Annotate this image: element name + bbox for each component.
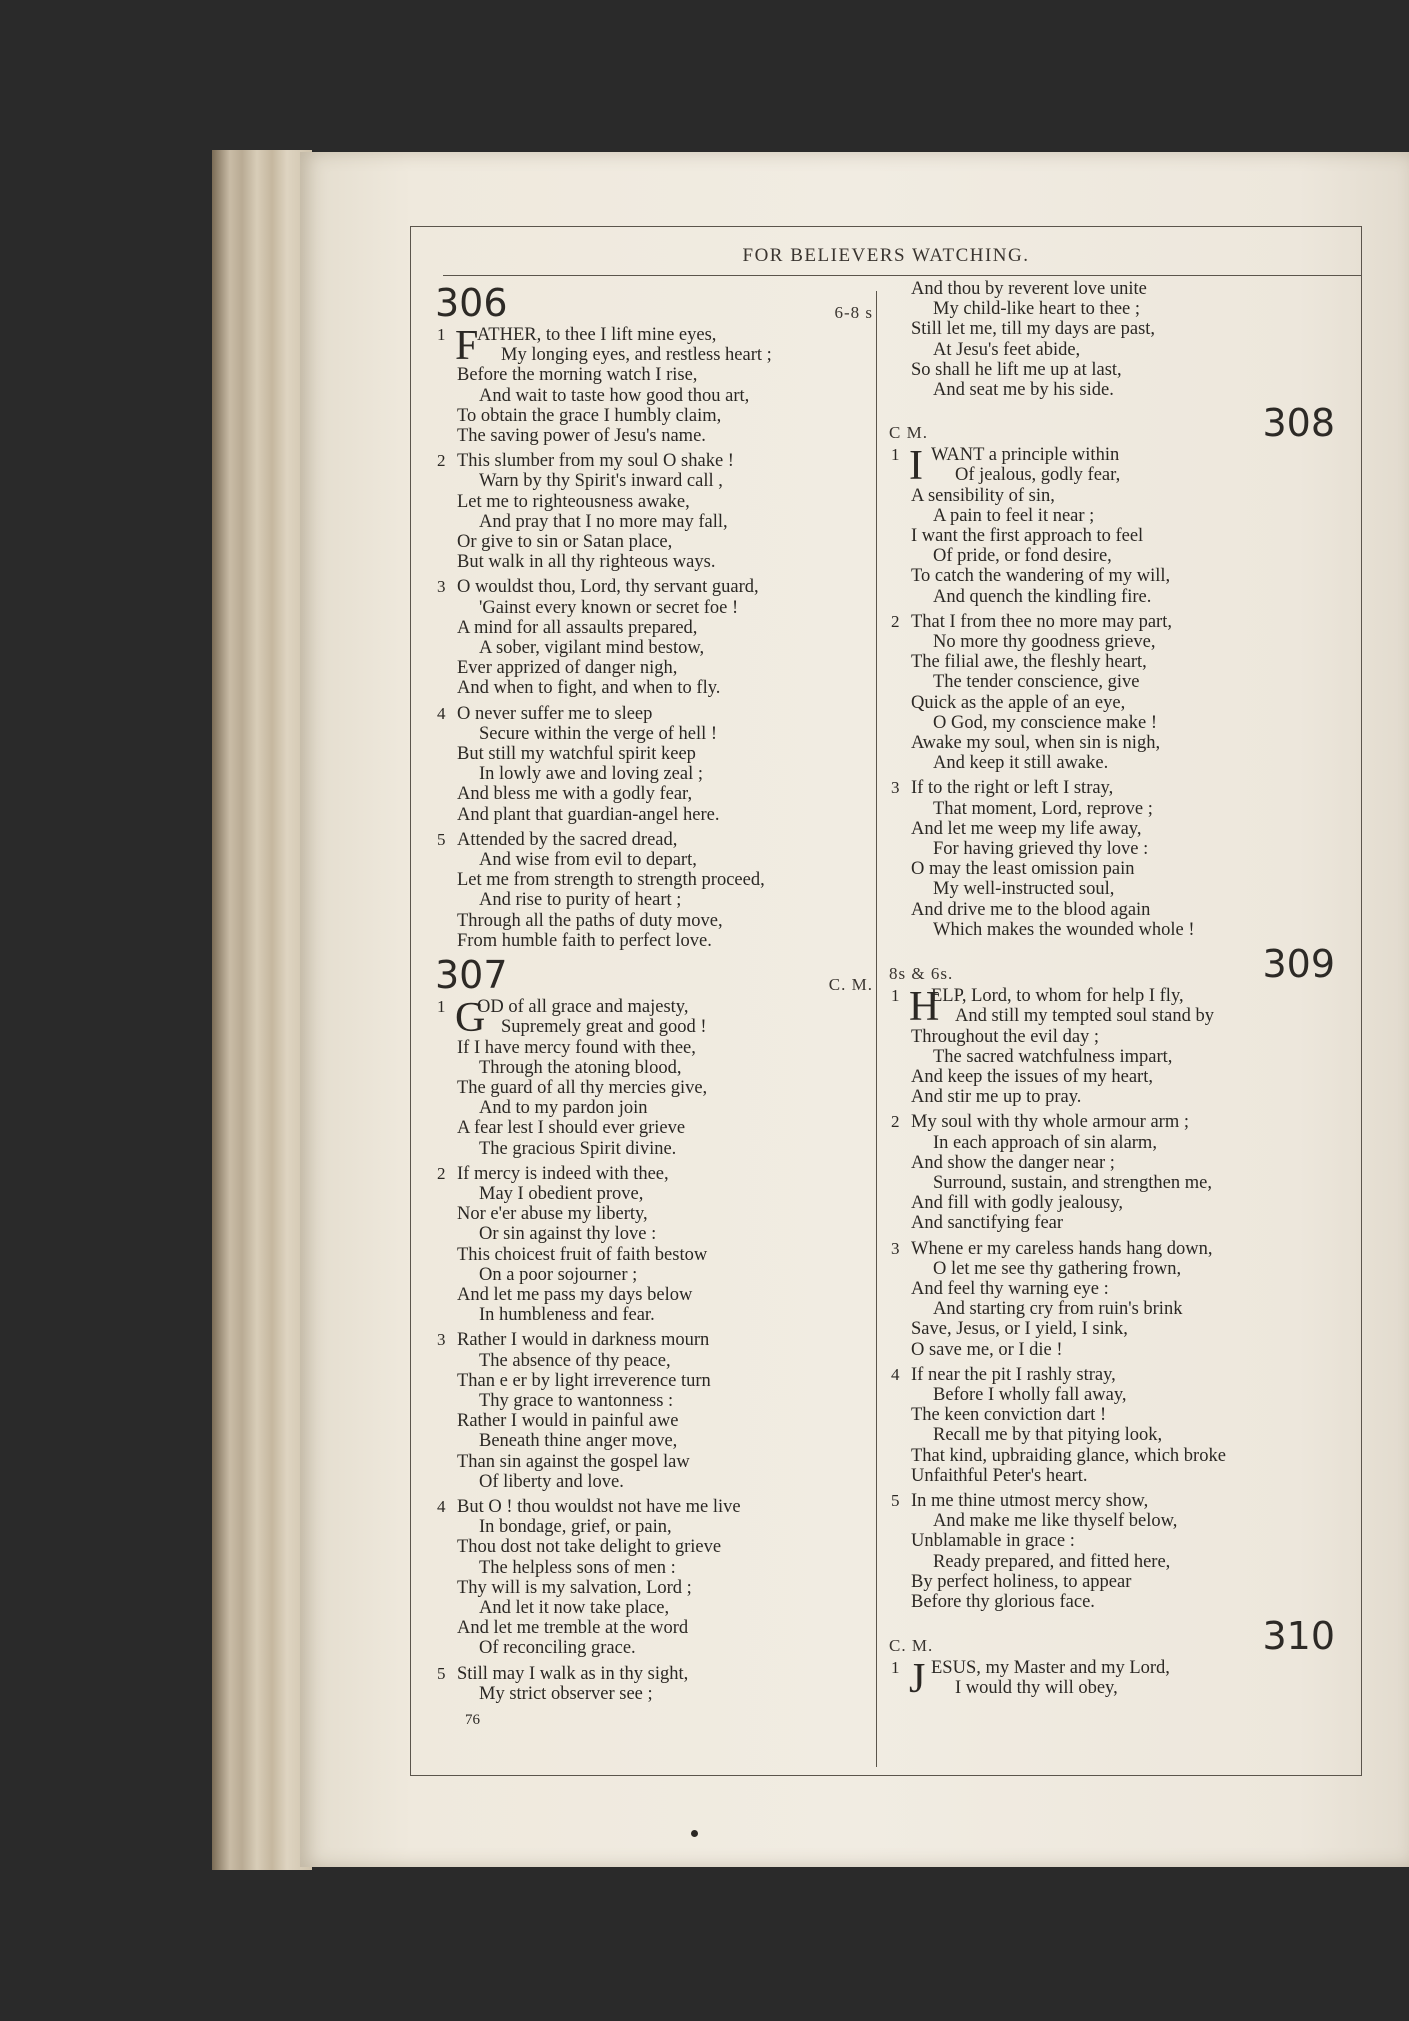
verse-line: Thy grace to wantonness : [479, 1390, 674, 1411]
stanza-number: 1 [891, 445, 900, 465]
verse-line: And rise to purity of heart ; [479, 890, 682, 911]
page-frame [410, 226, 1362, 1776]
hymn [433, 281, 873, 951]
stanza-number: 3 [891, 778, 900, 798]
verse-line: My soul with thy whole armour arm ; [911, 1112, 1189, 1133]
right-column [887, 279, 1347, 1705]
stanza [887, 1112, 1347, 1233]
verse-line: O may the least omission pain [911, 859, 1135, 880]
verse-line: In bondage, grief, or pain, [479, 1517, 672, 1538]
stanza [887, 1656, 1347, 1703]
verse-line: The sacred watchfulness impart, [933, 1046, 1173, 1067]
stanza-number: 5 [437, 829, 446, 849]
verse-line: Unfaithful Peter's heart. [911, 1465, 1088, 1486]
verse-line: And keep the issues of my heart, [911, 1066, 1153, 1087]
verse-line: Or sin against thy love : [479, 1224, 657, 1245]
verse-line: For having grieved thy love : [933, 839, 1149, 860]
stanza [887, 778, 1347, 940]
verse-line: And quench the kindling fire. [933, 586, 1152, 607]
verse-line: Through all the paths of duty move, [457, 910, 723, 931]
verse-line: Beneath thine anger move, [479, 1431, 678, 1452]
hymn-meter: C. M. [828, 975, 873, 995]
verse-line: So shall he lift me up at last, [911, 359, 1122, 380]
verse-line: Ready prepared, and fitted here, [933, 1551, 1171, 1572]
stanza-number: 2 [437, 451, 446, 471]
stanza [433, 1164, 873, 1326]
verse-line: And stir me up to pray. [911, 1087, 1082, 1108]
stanza-number: 3 [437, 577, 446, 597]
verse-line: The keen conviction dart ! [911, 1405, 1107, 1426]
stanza-number: 1 [437, 997, 446, 1017]
hymn-meter: C. M. [889, 1636, 934, 1656]
hymn-number: 309 [1262, 942, 1335, 987]
verse-line: No more thy goodness grieve, [933, 632, 1156, 653]
verse-line: This choicest fruit of faith bestow [457, 1244, 708, 1265]
verse-line: If near the pit I rashly stray, [911, 1364, 1116, 1385]
verse-line: O save me, or I die ! [911, 1339, 1063, 1360]
verse-line: And fill with godly jealousy, [911, 1193, 1124, 1214]
verse-line-text: WANT a principle within [931, 445, 1120, 466]
verse-line: That moment, Lord, reprove ; [933, 798, 1153, 819]
verse-line: The gracious Spirit divine. [479, 1138, 677, 1159]
verse-line: My strict observer see ; [479, 1683, 653, 1704]
verse-line: Through the atoning blood, [479, 1057, 682, 1078]
verse-line: O let me see thy gathering frown, [933, 1258, 1182, 1279]
verse-line: My well-instructed soul, [933, 879, 1115, 900]
book-page-edges [212, 150, 312, 1870]
stanza-number: 1 [437, 325, 446, 344]
stanza [887, 445, 1347, 607]
verse-line: The guard of all thy mercies give, [457, 1077, 708, 1098]
verse-line: From humble faith to perfect love. [457, 930, 712, 951]
verse-line: Than sin against the gospel law [457, 1451, 690, 1472]
verse-line: Before the morning watch I rise, [457, 365, 698, 386]
verse-line: My longing eyes, and restless heart ; [501, 345, 772, 366]
drop-capital: H [909, 984, 940, 1031]
verse-line: If to the right or left I stray, [911, 778, 1114, 799]
drop-capital: G [455, 995, 486, 1042]
verse-line: In lowly awe and loving zeal ; [479, 764, 703, 785]
verse-line: Recall me by that pitying look, [933, 1425, 1163, 1446]
verse-line: Let me from strength to strength proceed, [457, 870, 765, 891]
verse-line: Save, Jesus, or I yield, I sink, [911, 1319, 1128, 1340]
hymn [433, 953, 873, 1704]
stanza [433, 577, 873, 698]
hymn [887, 942, 1347, 1612]
verse-line: The helpless sons of men : [479, 1557, 676, 1578]
verse-line: And pray that I no more may fall, [479, 511, 728, 532]
verse-line: Which makes the wounded whole ! [933, 919, 1195, 940]
carried-over-stanza [887, 279, 1347, 400]
stanza [433, 1497, 873, 1659]
verse-line: To catch the wandering of my will, [911, 566, 1171, 587]
verse-line: Secure within the verge of hell ! [479, 723, 718, 744]
verse-line: Or give to sin or Satan place, [457, 532, 673, 553]
verse-line: Still let me, till my days are past, [911, 319, 1156, 340]
verse-line: That kind, upbraiding glance, which broke [911, 1445, 1226, 1466]
verse-line: The filial awe, the fleshly heart, [911, 652, 1147, 673]
stanza [433, 451, 873, 572]
verse-line: And sanctifying fear [911, 1213, 1064, 1234]
left-column [433, 281, 873, 1730]
stanza [433, 997, 873, 1159]
verse-line: And let me pass my days below [457, 1284, 693, 1305]
verse-line: And to my pardon join [479, 1098, 648, 1119]
running-header: FOR BELIEVERS WATCHING. [742, 245, 1030, 266]
verse-line: In each approach of sin alarm, [933, 1132, 1157, 1153]
verse-line: To obtain the grace I humbly claim, [457, 405, 722, 426]
verse-line: A mind for all assaults prepared, [457, 617, 698, 638]
verse-line: O God, my conscience make ! [933, 712, 1157, 733]
verse-line-text: ELP, Lord, to whom for help I fly, [931, 986, 1184, 1007]
verse-line: Still may I walk as in thy sight, [457, 1663, 689, 1684]
verse-line: This slumber from my soul O shake ! [457, 451, 734, 472]
hymn-number: 306 [435, 281, 508, 325]
hymn-heading [887, 1614, 1347, 1659]
verse-line: I would thy will obey, [955, 1678, 1118, 1699]
hymn-number: 310 [1262, 1614, 1335, 1659]
verse-line: And thou by reverent love unite [911, 279, 1147, 299]
stanza [433, 830, 873, 951]
hymn-meter: 8s & 6s. [889, 964, 954, 984]
stanza-number: 5 [891, 1490, 900, 1510]
verse-line: Unblamable in grace : [911, 1531, 1075, 1552]
verse-line: The saving power of Jesu's name. [457, 426, 706, 447]
verse-line: A fear lest I should ever grieve [457, 1118, 686, 1139]
stanza [433, 1664, 873, 1704]
hymn [887, 401, 1347, 940]
stanza-number: 4 [437, 1496, 446, 1516]
stanza-number: 3 [437, 1330, 446, 1350]
stanza [887, 1365, 1347, 1486]
verse-line: In me thine utmost mercy show, [911, 1490, 1149, 1511]
stanza [433, 325, 873, 446]
verse-line: Thou dost not take delight to grieve [457, 1537, 722, 1558]
verse-line: And let me weep my life away, [911, 818, 1142, 839]
verse-line: In humbleness and fear. [479, 1305, 655, 1326]
ink-dot [691, 1830, 698, 1837]
stanza-number: 3 [891, 1238, 900, 1258]
verse-line: My child-like heart to thee ; [933, 299, 1141, 320]
hymn [887, 1614, 1347, 1703]
verse-line: And still my tempted soul stand by [955, 1006, 1214, 1027]
verse-line: A sober, vigilant mind bestow, [479, 638, 705, 659]
verse-line: Of reconciling grace. [479, 1638, 636, 1659]
stanza-number: 4 [437, 703, 446, 723]
verse-line: That I from thee no more may part, [911, 611, 1172, 632]
verse-line: Before thy glorious face. [911, 1591, 1095, 1612]
verse-line: Of pride, or fond desire, [933, 546, 1112, 567]
verse-line: Ever apprized of danger nigh, [457, 658, 678, 679]
stanza-number: 2 [891, 1112, 900, 1132]
verse-line: And wait to taste how good thou art, [479, 385, 750, 406]
stanza-number: 4 [891, 1364, 900, 1384]
verse-line: And make me like thyself below, [933, 1511, 1178, 1532]
verse-line: And feel thy warning eye : [911, 1278, 1109, 1299]
verse-line: But still my watchful spirit keep [457, 744, 696, 765]
verse-line: A pain to feel it near ; [933, 505, 1095, 526]
verse-line: If I have mercy found with thee, [457, 1037, 696, 1058]
verse-line: Whene er my careless hands hang down, [911, 1238, 1213, 1259]
verse-line: Let me to righteousness awake, [457, 491, 690, 512]
verse-line: By perfect holiness, to appear [911, 1571, 1132, 1592]
hymn-heading [433, 953, 873, 998]
verse-line: And keep it still awake. [933, 753, 1109, 774]
verse-line: Awake my soul, when sin is nigh, [911, 733, 1161, 754]
verse-line: On a poor sojourner ; [479, 1264, 638, 1285]
stanza-number: 2 [891, 611, 900, 631]
verse-line: Of liberty and love. [479, 1471, 624, 1492]
verse-line: O wouldst thou, Lord, thy servant guard, [457, 577, 759, 598]
hymn-meter: 6-8 s [834, 303, 873, 322]
stanza-number: 5 [437, 1663, 446, 1683]
verse-line: Attended by the sacred dread, [457, 829, 678, 850]
verse-line: But O ! thou wouldst not have me live [457, 1496, 741, 1517]
verse-line: And seat me by his side. [933, 380, 1114, 401]
verse-line: And when to fight, and when to fly. [457, 678, 721, 699]
verse-line: Thy will is my salvation, Lord ; [457, 1577, 692, 1598]
verse-line-text: ESUS, my Master and my Lord, [931, 1658, 1170, 1679]
verse-line: And wise from evil to depart, [479, 850, 697, 871]
verse-line: The absence of thy peace, [479, 1350, 671, 1371]
verse-line: If mercy is indeed with thee, [457, 1163, 669, 1184]
hymn-heading [887, 401, 1347, 446]
stanza-number: 1 [891, 986, 900, 1006]
verse-line-text: ATHER, to thee I lift mine eyes, [477, 325, 717, 345]
verse-line: And show the danger near ; [911, 1152, 1115, 1173]
verse-line: I want the first approach to feel [911, 526, 1144, 547]
verse-line: O never suffer me to sleep [457, 703, 653, 724]
stanza [887, 986, 1347, 1107]
stanza [887, 1239, 1347, 1360]
verse-line: And plant that guardian-angel here. [457, 804, 720, 825]
verse-line-text: OD of all grace and majesty, [477, 997, 689, 1018]
verse-line: Of jealous, godly fear, [955, 465, 1121, 486]
verse-line: May I obedient prove, [479, 1183, 644, 1204]
verse-line: Warn by thy Spirit's inward call , [479, 471, 723, 492]
verse-line: But walk in all thy righteous ways. [457, 552, 716, 573]
page-number: 76 [465, 1712, 480, 1728]
drop-capital: I [909, 443, 923, 490]
verse-line: And drive me to the blood again [911, 899, 1151, 920]
verse-line: And starting cry from ruin's brink [933, 1299, 1183, 1320]
verse-line: And let me tremble at the word [457, 1618, 689, 1639]
verse-line: 'Gainst every known or secret foe ! [479, 597, 739, 618]
verse-line: And let it now take place, [479, 1597, 670, 1618]
verse-line: The tender conscience, give [933, 672, 1140, 693]
hymn-heading [887, 942, 1347, 987]
hymn-meter: C M. [889, 423, 928, 443]
verse-line: Nor e'er abuse my liberty, [457, 1204, 648, 1225]
hymn-number: 308 [1262, 401, 1335, 446]
verse-line: Than e er by light irreverence turn [457, 1370, 711, 1391]
stanza-number: 1 [891, 1658, 900, 1678]
header-rule [443, 275, 1361, 276]
column-divider [876, 291, 877, 1767]
verse-line: Rather I would in darkness mourn [457, 1330, 710, 1351]
verse-line: And bless me with a godly fear, [457, 784, 693, 805]
drop-capital: J [909, 1656, 926, 1703]
hymn-number: 307 [435, 953, 508, 998]
hymn-heading [433, 281, 873, 325]
stanza-number: 2 [437, 1163, 446, 1183]
drop-capital: F [455, 323, 479, 369]
verse-line: Rather I would in painful awe [457, 1411, 679, 1432]
stanza [887, 612, 1347, 774]
verse-line: Supremely great and good ! [501, 1017, 707, 1038]
verse-line: A sensibility of sin, [911, 485, 1055, 506]
verse-line: Throughout the evil day ; [911, 1026, 1100, 1047]
verse-line: Before I wholly fall away, [933, 1384, 1127, 1405]
stanza [433, 1330, 873, 1492]
stanza [887, 1491, 1347, 1612]
stanza [433, 704, 873, 825]
verse-line: Surround, sustain, and strengthen me, [933, 1172, 1212, 1193]
verse-line: Quick as the apple of an eye, [911, 692, 1126, 713]
verse-line: At Jesu's feet abide, [933, 339, 1081, 360]
